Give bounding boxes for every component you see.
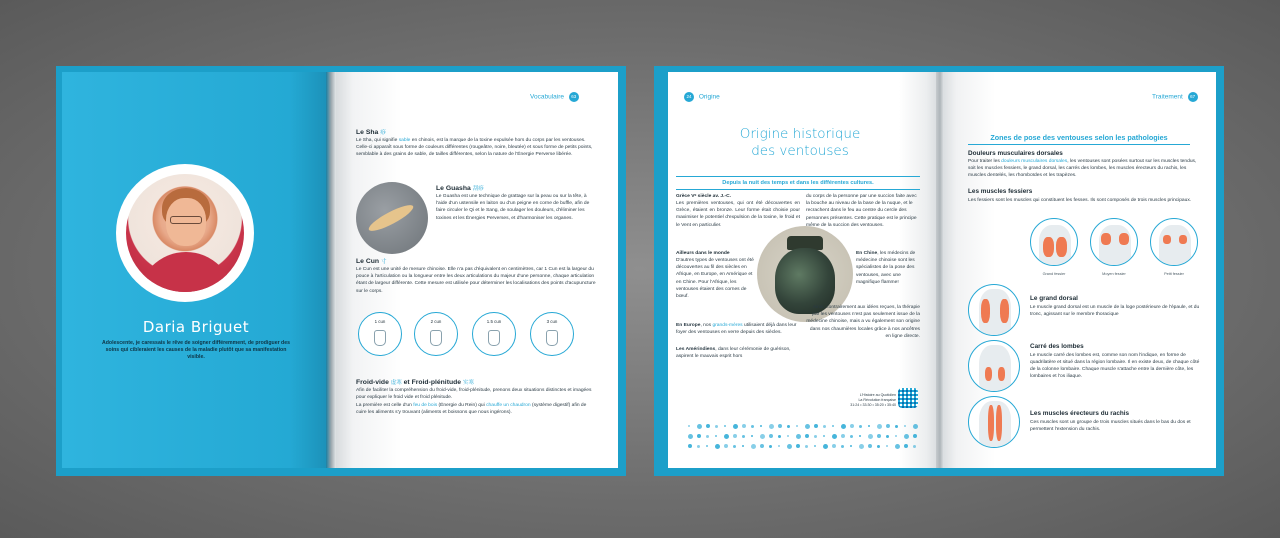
hand-measure-label: 1 cun — [374, 319, 386, 324]
froid-vide-chinese: 虚寒 — [390, 380, 402, 386]
decorative-dot — [841, 434, 845, 438]
decorative-dot — [706, 445, 708, 447]
decorative-dot — [688, 425, 690, 427]
decorative-dot — [688, 434, 693, 439]
decorative-dot — [751, 435, 753, 437]
le-sha-chinese: 痧 — [380, 130, 386, 136]
decorative-dot — [859, 435, 861, 437]
le-cun-chinese: 寸 — [380, 259, 387, 265]
author-bio: Adolescente, je caressais le rêve de soigner différemment, de prodiguer des soins qui cibleraient les causes de la maladie plutôt que sa manifestation visible. — [102, 340, 290, 361]
decorative-dot — [697, 434, 701, 438]
froid-text-a: La première est celle d'un — [356, 403, 414, 408]
portrait-body — [138, 252, 234, 292]
decorative-dot — [769, 434, 773, 438]
decorative-dot — [733, 434, 737, 438]
guasha-tool — [366, 201, 416, 235]
decorative-dot — [814, 445, 816, 447]
muscle-highlight — [985, 367, 992, 381]
decorative-dot — [805, 424, 810, 429]
decorative-dot — [751, 444, 756, 449]
book2-spine — [936, 72, 944, 468]
froid-text-c: (système digestif) afin de cuire les aliments s'y trouvant (aliments et boissons que nous ingérons). — [356, 403, 587, 416]
decorative-dot — [850, 424, 854, 428]
decorative-dot — [688, 444, 692, 448]
entry-text-le-sha — [356, 137, 596, 159]
hand-icon — [546, 330, 558, 346]
decorative-dot — [742, 424, 746, 428]
origine-main-title — [700, 126, 900, 160]
decorative-dot — [814, 424, 818, 428]
decorative-dot — [895, 425, 898, 428]
hand-icon — [430, 330, 442, 346]
decorative-dot — [697, 445, 700, 448]
muscle-highlight — [1101, 233, 1111, 245]
hand-icon — [374, 330, 386, 346]
decorative-dot — [697, 424, 702, 429]
amerindiens-text-a: , dans leur cérémonie de guérison, aspirent le mauvais esprit hors — [676, 347, 791, 360]
decorative-dot — [751, 425, 754, 428]
qr-caption-3: 31:24 • 33:30 • 35:20 • 35:40 — [850, 403, 896, 407]
europe-text-a: , nos — [700, 323, 713, 328]
decorative-dot — [724, 425, 726, 427]
decorative-dot — [805, 445, 808, 448]
decorative-dot — [913, 445, 916, 448]
muscle-highlight — [1000, 299, 1009, 323]
muscle-highlight — [1179, 235, 1187, 244]
entry-title-le-sha — [356, 128, 386, 136]
dorsales-highlight: douleurs musculaires dorsales — [1001, 159, 1068, 164]
decorative-dot — [805, 434, 809, 438]
muscle-highlight — [998, 367, 1005, 381]
decorative-dot — [868, 425, 870, 427]
europe-bold: En Europe — [676, 323, 701, 328]
decorative-dot — [769, 424, 774, 429]
decorative-dot — [859, 425, 862, 428]
muscle-highlight — [1163, 235, 1171, 244]
decorative-dot — [913, 424, 918, 429]
page-header-traitement — [1152, 92, 1198, 102]
muscle-highlight — [1043, 237, 1054, 257]
decorative-dot — [823, 435, 825, 437]
amerindiens-text — [676, 346, 800, 360]
hand-icon — [488, 330, 500, 346]
decorative-dot — [832, 425, 834, 427]
grand-dorsal-title: Le grand dorsal — [1030, 295, 1078, 302]
le-sha-text-b: en chinois, est la marque de la toxine expulsée hors du corps par les ventouses. Celle-ci apparaît sous forme de couleurs différentes (rougeâtre, noire, bleutée) et sous forme de petits points, semblable à des grains de sable, de tailles différentes, selon la nature de l'Énergie Perverse libérée. — [356, 138, 593, 158]
decorative-dot — [850, 445, 852, 447]
europe-text-b: utilisaient déjà dans leur foyer des ventouses en verre depuis des siècles. — [676, 323, 797, 336]
decorative-dot — [832, 434, 837, 439]
decorative-dot — [778, 424, 782, 428]
glute-diagram-petit — [1150, 218, 1198, 266]
page-number-badge: 63 — [569, 92, 579, 102]
dorsales-text-b: , les ventouses sont posées surtout sur les muscles tendus, soit les muscles fessiers, le grand dorsal, les carrés des lombes, les muscles érecteurs du rachis, les muscles dentelés, les rhomboïdes et les trapèzes. — [968, 159, 1197, 178]
decorative-dot — [904, 444, 908, 448]
entry-text-froid-vide-2 — [356, 402, 596, 416]
decorative-dot — [877, 445, 880, 448]
qr-caption — [830, 393, 896, 408]
glute-label: Grand fessier — [1042, 272, 1066, 276]
decorative-dot — [733, 424, 738, 429]
decorative-dot — [868, 444, 872, 448]
froid-plenitude-title: et Froid-plénitude — [401, 379, 462, 386]
decorative-dot — [796, 434, 801, 439]
le-guasha-title: Le Guasha — [436, 185, 471, 192]
portrait-glasses — [170, 216, 202, 224]
froid-plenitude-chinese: 实寒 — [462, 380, 474, 386]
decorative-dot — [859, 444, 864, 449]
amerindiens-bold: Les Amérindiens — [676, 347, 716, 352]
page-header-label: Origine — [698, 93, 720, 101]
muscle-highlight — [1119, 233, 1129, 245]
glute-diagram-moyen — [1090, 218, 1138, 266]
decorative-dot — [814, 435, 817, 438]
decorative-dot — [787, 435, 789, 437]
glute-label: Petit fessier — [1164, 272, 1184, 276]
col2-text-3: Ainsi, contrairement aux idées reçues, la thérapie par les ventouses n'est pas seulement issue de la médecine chinoise, mais a vu également son origine dans nos chaumières locales grâce à nos ancêtres en ligne directe. — [806, 305, 920, 339]
decorative-dot — [778, 435, 781, 438]
decorative-dot — [868, 434, 873, 439]
col2-text-1: du corps de la personne par une succion faite avec la bouche au niveau de la base de la nuque, et le recrachent dans le feu au centre du cercle des personnes présentes. Cette pratique est le principe même de la succion des ventouses. — [806, 194, 917, 228]
decorative-dot — [823, 425, 826, 428]
page-number-badge: 67 — [1188, 92, 1198, 102]
page-header-label: Vocabulaire — [530, 93, 564, 101]
decorative-dot — [796, 425, 798, 427]
page-header-label: Traitement — [1152, 93, 1183, 101]
torso-shape — [1099, 225, 1131, 265]
froid-highlight-chaudron: chauffe un chaudron — [486, 403, 531, 408]
author-name: Daria Briguet — [142, 318, 250, 336]
qr-caption-2: La Révolution française — [858, 398, 896, 402]
qr-caption-1: L'Histoire au Quotidien — [859, 393, 896, 397]
decorative-dot — [742, 435, 745, 438]
decorative-dot — [787, 425, 790, 428]
decorative-dot — [904, 425, 906, 427]
main-title-line-2: des ventouses — [751, 143, 849, 159]
page-header-origine — [684, 92, 720, 102]
decorative-dot — [733, 445, 736, 448]
decorative-dot — [724, 434, 729, 439]
decorative-dot — [877, 434, 881, 438]
decorative-dot — [913, 434, 917, 438]
entry-text-le-cun: Le Cun est une unité de mesure chinoise. Elle n'a pas d'équivalent en centimètres, car 1 Cun est la largeur du pouce à l'articulation ou la longueur entre les deux articulations du majeur d'une personne, chaque articulation étant de largeur différente. Cette mesure est utilisée pour déterminer les localisations des points d'acupuncture sur le corps. — [356, 267, 596, 294]
decorative-dot — [742, 445, 744, 447]
hand-measure-label: 2 cun — [430, 319, 442, 324]
glute-label: Moyen fessier — [1102, 272, 1126, 276]
le-sha-title: Le Sha — [356, 129, 379, 136]
fessiers-text: Les fessiers sont les muscles qui constituent les fesses. Ils sont composés de trois muscles principaux. — [968, 198, 1192, 203]
muscle-highlight — [988, 405, 994, 441]
glute-diagram-grand — [1030, 218, 1078, 266]
decorative-dot — [850, 435, 853, 438]
le-cun-title: Le Cun — [356, 258, 380, 265]
froid-highlight-feu: feu de bois — [413, 403, 438, 408]
torso-shape — [1159, 225, 1191, 265]
europe-highlight: grands-mères — [712, 323, 743, 328]
muscle-highlight — [981, 299, 990, 323]
decorative-dot — [760, 434, 765, 439]
decorative-dot — [778, 445, 780, 447]
entry-text-le-guasha: Le Guasha est une technique de grattage sur la peau ou sur la tête, à l'aide d'un ustensile en laiton ou d'un peigne en corne de buffle, afin de faire circuler le Qi et le Sang, de soulager les douleurs, d'éliminer les toxines et les Énergies Perverses, et d'harmoniser les organes. — [436, 194, 590, 221]
decorative-dot — [886, 424, 890, 428]
decorative-dot — [841, 424, 846, 429]
erecteurs-title: Les muscles érecteurs du rachis — [1030, 410, 1130, 417]
zones-title: Zones de pose des ventouses selon les pathologies — [968, 131, 1190, 145]
decorative-dot — [895, 435, 897, 437]
dorsales-title: Douleurs musculaires dorsales — [968, 150, 1063, 157]
muscle-highlight — [1056, 237, 1067, 257]
torso-shape — [979, 345, 1011, 391]
decorative-dot — [769, 445, 772, 448]
ailleurs-text: D'autres types de ventouses ont été découvertes au fil des siècles en Afrique, en Europe, en Amérique et en Chine. Pour l'Afrique, les ventouses étaient des cornes de bœuf. — [676, 258, 754, 300]
hand-measure-label: 3 cun — [546, 319, 558, 324]
hand-measure-label: 1.5 cun — [486, 319, 502, 324]
main-title-line-1: Origine historique — [739, 126, 861, 142]
decorative-dot — [715, 425, 718, 428]
back-diagram-carre-lombes — [968, 340, 1020, 392]
fessiers-title: Les muscles fessiers — [968, 188, 1033, 195]
decorative-dot — [904, 434, 909, 439]
chine-bold: En Chine — [856, 251, 878, 256]
decorative-dot — [760, 425, 762, 427]
decorative-dot — [706, 424, 710, 428]
le-sha-text-a: Le Sha, qui signifie — [356, 138, 399, 143]
torso-shape — [979, 401, 1011, 447]
le-guasha-chinese: 刮痧 — [472, 186, 484, 192]
grand-dorsal-text: Le muscle grand dorsal est un muscle de la loge postérieure de l'épaule, et du tronc, agissant sur le membre thoracique — [1030, 305, 1200, 317]
entry-title-froid-vide — [356, 378, 474, 386]
chine-text — [856, 250, 920, 286]
decorative-dot — [724, 444, 728, 448]
europe-text — [676, 322, 800, 336]
ailleurs-heading: Ailleurs dans le monde — [676, 251, 730, 256]
le-sha-highlight: sable — [398, 138, 411, 143]
decorative-dot — [841, 445, 844, 448]
decorative-dot — [832, 444, 836, 448]
grece-text: Les premières ventouses, qui ont été découvertes en Grèce, étaient en bronze. Leur forme était choisie pour maximiser le potentiel d'expulsion de la toxine, le froid et le Vent en particulier. — [676, 201, 800, 228]
decorative-dot — [760, 444, 764, 448]
decorative-dot — [787, 444, 792, 449]
entry-title-le-cun — [356, 257, 386, 265]
book1-spine — [326, 72, 336, 468]
guasha-stone-image — [356, 182, 428, 254]
back-diagram-grand-dorsal — [968, 284, 1020, 336]
decorative-dot — [823, 444, 828, 449]
decorative-dot — [895, 444, 900, 449]
qr-code-icon[interactable] — [898, 388, 918, 408]
decorative-dot — [706, 435, 709, 438]
chine-text-a: , les médecins de médecine chinoise sont les spécialistes de la pose des ventouses, avec une magnifique flamme! — [856, 251, 916, 285]
carre-lombes-title: Carré des lombes — [1030, 343, 1084, 350]
page-header-vocabulaire — [530, 92, 579, 102]
decorative-dot — [886, 445, 888, 447]
origine-subtitle: Depuis la nuit des temps et dans les différentes cultures. — [676, 176, 920, 190]
froid-text-b: (Énergie du Rein) qui — [437, 403, 487, 408]
decorative-dot — [715, 435, 717, 437]
decorative-dot — [877, 424, 882, 429]
muscle-highlight — [996, 405, 1002, 441]
back-diagram-erecteurs — [968, 396, 1020, 448]
decorative-dot — [715, 444, 720, 449]
dorsales-text-a: Pour traiter les — [968, 159, 1002, 164]
dorsales-text — [968, 158, 1204, 179]
author-portrait — [126, 174, 244, 292]
froid-vide-title: Froid-vide — [356, 379, 389, 386]
entry-text-froid-vide-1: Afin de faciliter la compréhension du froid-vide, froid-plénitude, prenons deux situations distinctes et imagées pour expliquer le froid vide et froid plénitude. — [356, 388, 592, 401]
carre-lombes-text: Le muscle carré des lombes est, comme son nom l'indique, en forme de quadrilatère et situé dans la région lombaire. Il en existe deux, de chaque côté de la colonne lombaire. Chaque muscle s'attache entre la dernière côte, les lombaires et l'os iliaque. — [1030, 353, 1200, 379]
grece-heading: Grèce Vᵉ siècle av. J.-C. — [676, 194, 732, 199]
erecteurs-text: Ces muscles sont un groupe de trois muscles situés dans le bas du dos et permettent l'extension du rachis. — [1030, 420, 1191, 432]
decorative-dot — [796, 444, 800, 448]
decorative-dot — [886, 435, 889, 438]
entry-title-le-guasha — [436, 184, 484, 192]
page-number-badge: 24 — [684, 92, 694, 102]
